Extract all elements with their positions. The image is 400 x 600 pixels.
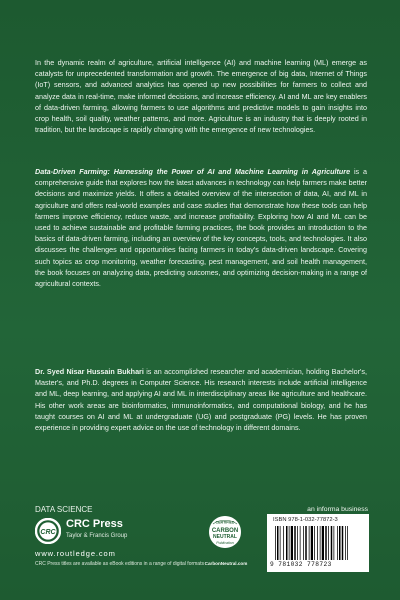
informa-tagline: an informa business <box>307 506 368 513</box>
barcode-bar <box>317 526 318 560</box>
barcode-bar <box>311 526 313 560</box>
series-label: DATA SCIENCE <box>35 505 93 514</box>
barcode-bar <box>342 526 344 560</box>
intro-text: In the dynamic realm of agriculture, artificial intelligence (AI) and machine learning (ML) emerge as catalysts for unprecedented transformation and growth. The emergence of big data, Internet of Things (IoT) sensors, and advanced analytics has opened up new possibilities for farmers to collect and analyze data in real-time, make informed decisions, and increase efficiency. AI and ML are key enablers of data-driven farming, allowing farmers to use algorithms and predictive models to gain insights into crop health, soil quality, weather patterns, and more. Agriculture is an industry that is deeply rooted in tradition, but the landscape is rapidly changing with the emergence of new technologies. <box>35 58 367 135</box>
barcode-bar <box>275 526 276 560</box>
carbon-certified-text: CERTIFIED <box>215 520 235 525</box>
barcode-bar <box>305 526 307 560</box>
publisher-name: CRC Press <box>66 518 123 530</box>
barcode-bar <box>300 526 301 560</box>
barcode-bar <box>331 526 333 560</box>
crc-press-logo <box>35 518 61 544</box>
book-description-paragraph <box>35 166 367 289</box>
author-name: Dr. Syed Nisar Hussain Bukhari <box>35 367 144 376</box>
ebook-note: CRC Press titles are available as eBook editions in a range of digital formats <box>35 561 204 567</box>
book-description <box>35 166 367 289</box>
barcode-bar <box>320 526 321 560</box>
author-bio-paragraph <box>35 366 367 433</box>
isbn-digits: 9 781032 778723 <box>270 561 332 568</box>
barcode-bar <box>334 526 335 560</box>
barcode-bar <box>286 526 288 560</box>
book-description-text: is a comprehensive guide that explores how the latest advances in technology can help farmers make better decisions and maximize yields. It offers a detailed overview of the intersection of data, AI, and ML in agriculture and offers real-world examples and case studies that demonstrate how these tools can help farmers improve efficiency, reduce waste, and increase profitability. Exploring how AI and ML can be used to achieve sustainable and profitable farming practices, the book provides an introduction to the basics of data-driven farming, including an overview of the key concepts, tools, and technologies. It also discusses the challenges and opportunities facing farmers in today's data-driven landscape. Covering such topics as crop monitoring, weather forecasting, pest management, and soil health management, the book focuses on analyzing data, predicting outcomes, and optimizing decision-making in a range of agricultural contexts. <box>35 167 367 289</box>
carbon-neutral-badge <box>207 514 243 558</box>
barcode-bar <box>283 526 284 560</box>
book-title: Data-Driven Farming: Harnessing the Power of AI and Machine Learning in Agriculture <box>35 167 351 176</box>
barcode-bar <box>297 526 298 560</box>
intro-paragraph <box>35 57 367 135</box>
barcode-bar <box>345 526 346 560</box>
carbon-publication-text: Publication <box>216 541 234 545</box>
carbon-main-text: CARBON <box>211 528 239 534</box>
barcode-bar <box>289 526 290 560</box>
carbon-neutral-url: CarbonNeutral.com <box>204 561 248 566</box>
barcode-bar <box>337 526 338 560</box>
barcode-bar <box>303 526 304 560</box>
barcode-bar <box>339 526 341 560</box>
publisher-subtitle: Taylor & Francis Group <box>66 533 128 539</box>
barcode-bar <box>309 526 310 560</box>
barcode-bar <box>328 526 329 560</box>
barcode-bar <box>291 526 293 560</box>
barcode-bar <box>314 526 315 560</box>
barcode-bar <box>294 526 296 560</box>
barcode-bar <box>277 526 279 560</box>
barcode-bar <box>347 526 348 560</box>
isbn-label: ISBN 978-1-032-77872-3 <box>273 517 338 523</box>
barcode-bar <box>280 526 281 560</box>
isbn-barcode-box <box>267 514 369 572</box>
publisher-website: www.routledge.com <box>35 549 116 558</box>
barcode-bar <box>322 526 324 560</box>
author-bio <box>35 366 367 433</box>
carbon-neutral-text: NEUTRAL <box>213 534 237 540</box>
crc-logo-letters: CRC <box>40 528 56 536</box>
barcode-bar <box>325 526 327 560</box>
author-bio-text: is an accomplished researcher and academician, holding Bachelor's, Master's, and Ph.D. degrees in Computer Science. His research interests include artificial intelligence and ML, deep learning, and applying AI and ML in interdisciplinary areas like agriculture and healthcare. His other work areas are bioinformatics, immunoinformatics, and computational biology, and he has taught courses on AI and ML at undergraduate (UG) and postgraduate (PG) levels. He has proven experience in providing expert advice on the use of technology in different domains. <box>35 367 367 433</box>
barcode <box>273 526 363 560</box>
